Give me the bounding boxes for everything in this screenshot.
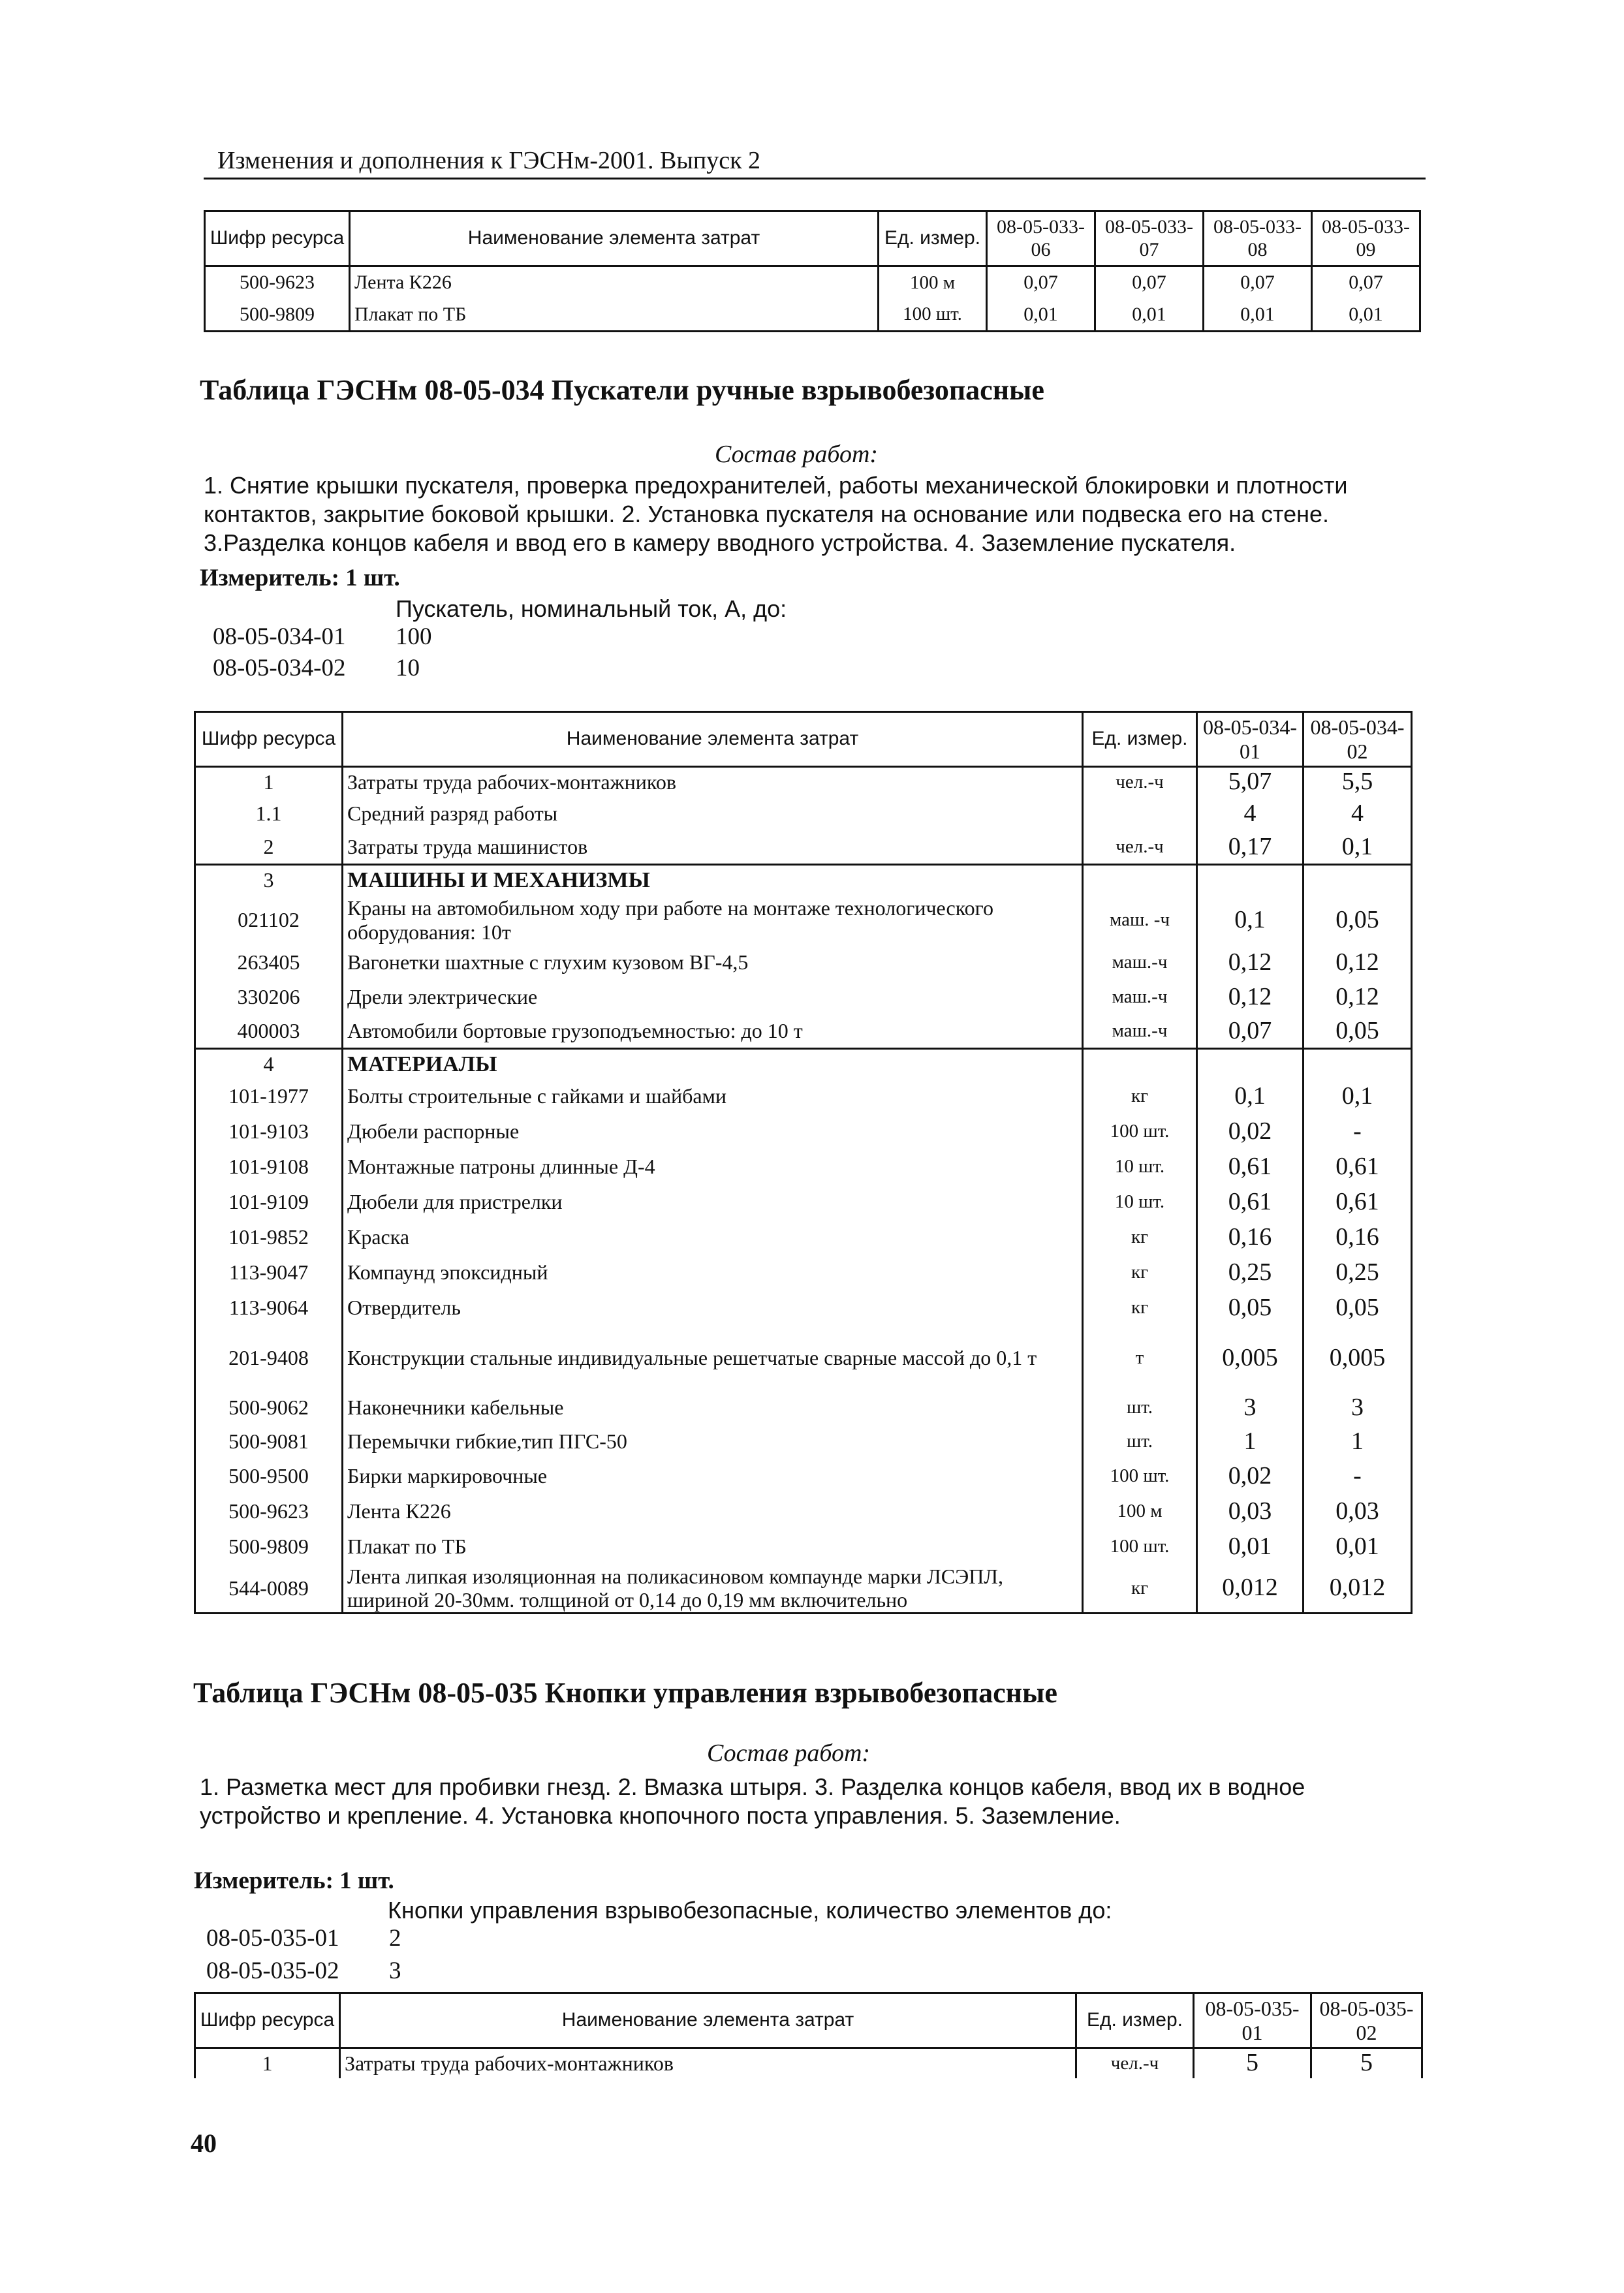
norm-value: 0,05 xyxy=(1304,1290,1412,1326)
norm-value: 0,17 xyxy=(1197,831,1304,865)
resource-name: Краска xyxy=(343,1220,1083,1255)
table-row xyxy=(195,1290,1412,1326)
header-rule xyxy=(204,178,1426,179)
parameter-value: 3 xyxy=(389,1958,401,1984)
resource-unit: чел.-ч xyxy=(1083,831,1197,865)
works-label: Состав работ: xyxy=(715,441,879,468)
norm-code: 08-05-034-01 xyxy=(213,623,346,650)
parameter-caption: Кнопки управления взрывобезопасные, количество элементов до: xyxy=(388,1897,1112,1924)
resource-unit: чел.-ч xyxy=(1076,2048,1194,2078)
table-row xyxy=(195,767,1412,797)
section-heading: МАТЕРИАЛЫ xyxy=(343,1049,1083,1079)
norm-value: 0,005 xyxy=(1304,1326,1412,1391)
resource-code: 2 xyxy=(195,831,343,865)
resource-name: Компаунд эпоксидный xyxy=(343,1255,1083,1290)
norm-code: 08-05-034-02 xyxy=(213,655,346,681)
meter-label: Измеритель: xyxy=(200,565,339,591)
resource-name: Конструкции стальные индивидуальные решетчатые сварные массой до 0,1 т xyxy=(343,1326,1083,1391)
table-row xyxy=(195,865,1412,895)
norm-value: 3 xyxy=(1304,1391,1412,1425)
column-header-code: Шифр ресурса xyxy=(195,1993,340,2048)
norm-value: 0,07 xyxy=(987,266,1095,299)
norm-value: 0,16 xyxy=(1304,1220,1412,1255)
column-header-code: Шифр ресурса xyxy=(205,211,350,266)
resource-name: Лента К226 xyxy=(350,266,879,299)
resource-table-035 xyxy=(194,1992,1423,2078)
resource-unit: 100 м xyxy=(879,266,987,299)
table-row xyxy=(195,1529,1412,1565)
table-row xyxy=(195,1015,1412,1049)
norm-value: 0,03 xyxy=(1304,1494,1412,1529)
resource-code: 500-9500 xyxy=(195,1459,343,1494)
resource-name: Бирки маркировочные xyxy=(343,1459,1083,1494)
resource-unit: 100 шт. xyxy=(1083,1529,1197,1565)
parameter-row xyxy=(206,1957,401,1985)
column-header-unit: Ед. измер. xyxy=(879,211,987,266)
parameter-row xyxy=(213,623,432,651)
resource-code: 101-9103 xyxy=(195,1114,343,1149)
table-row xyxy=(195,1049,1412,1079)
meter xyxy=(194,1867,394,1895)
norm-value xyxy=(1304,865,1412,895)
column-header-norm-code: 08-05-033-08 xyxy=(1204,211,1312,266)
resource-name: Краны на автомобильном ходу при работе на монтаже технологического оборудования: 10т xyxy=(343,895,1083,946)
table-row xyxy=(195,895,1412,946)
resource-code: 544-0089 xyxy=(195,1565,343,1614)
resource-unit: кг xyxy=(1083,1290,1197,1326)
works-label: Состав работ: xyxy=(707,1739,871,1767)
norm-value: 0,01 xyxy=(1095,299,1204,332)
column-header-norm-code: 08-05-033-06 xyxy=(987,211,1095,266)
parameter-caption: Пускатель, номинальный ток, А, до: xyxy=(396,595,787,622)
norm-value: 4 xyxy=(1304,797,1412,831)
norm-value: 0,07 xyxy=(1197,1015,1304,1049)
parameter-value: 10 xyxy=(396,655,420,681)
norm-value: 5,5 xyxy=(1304,767,1412,797)
norm-value xyxy=(1304,1049,1412,1079)
resource-code: 101-1977 xyxy=(195,1079,343,1114)
table-row xyxy=(195,1220,1412,1255)
parameter-value: 100 xyxy=(396,623,432,650)
table-row xyxy=(195,980,1412,1015)
table-row xyxy=(195,1425,1412,1459)
norm-value: 4 xyxy=(1197,797,1304,831)
norm-value: 0,01 xyxy=(1312,299,1420,332)
resource-code: 400003 xyxy=(195,1015,343,1049)
table-row xyxy=(195,946,1412,980)
resource-code: 500-9081 xyxy=(195,1425,343,1459)
resource-name: Лента К226 xyxy=(343,1494,1083,1529)
table-row xyxy=(205,266,1420,299)
norm-value: 0,02 xyxy=(1197,1114,1304,1149)
resource-unit: шт. xyxy=(1083,1391,1197,1425)
resource-code: 500-9623 xyxy=(195,1494,343,1529)
resource-unit: 100 м xyxy=(1083,1494,1197,1529)
norm-value: 0,01 xyxy=(1304,1529,1412,1565)
resource-name: Наконечники кабельные xyxy=(343,1391,1083,1425)
column-header-norm-code: 08-05-033-09 xyxy=(1312,211,1420,266)
resource-unit: кг xyxy=(1083,1255,1197,1290)
norm-value: 5 xyxy=(1194,2048,1311,2078)
section-title: Таблица ГЭСНм 08-05-034 Пускатели ручные взрывобезопасные xyxy=(200,374,1044,406)
norm-value: 0,1 xyxy=(1197,895,1304,946)
resource-code: 500-9809 xyxy=(195,1529,343,1565)
norm-code: 08-05-035-01 xyxy=(206,1925,339,1952)
table-row xyxy=(195,1079,1412,1114)
resource-unit: маш.-ч xyxy=(1083,1015,1197,1049)
norm-value xyxy=(1197,1049,1304,1079)
resource-unit: т xyxy=(1083,1326,1197,1391)
norm-value: 0,05 xyxy=(1304,895,1412,946)
resource-unit xyxy=(1083,797,1197,831)
norm-value: 1 xyxy=(1197,1425,1304,1459)
norm-value: - xyxy=(1304,1459,1412,1494)
column-header-norm-code: 08-05-035-01 xyxy=(1194,1993,1311,2048)
resource-name: Затраты труда рабочих-монтажников xyxy=(343,767,1083,797)
resource-code: 500-9062 xyxy=(195,1391,343,1425)
norm-value xyxy=(1197,865,1304,895)
column-header-code: Шифр ресурса xyxy=(195,712,343,767)
table-row xyxy=(195,1185,1412,1220)
resource-name: Средний разряд работы xyxy=(343,797,1083,831)
resource-code: 4 xyxy=(195,1049,343,1079)
resource-name: Дюбели для пристрелки xyxy=(343,1185,1083,1220)
resource-code: 1.1 xyxy=(195,797,343,831)
norm-value: 0,005 xyxy=(1197,1326,1304,1391)
resource-name: Затраты труда машинистов xyxy=(343,831,1083,865)
norm-value: 0,12 xyxy=(1197,980,1304,1015)
column-header-unit: Ед. измер. xyxy=(1083,712,1197,767)
column-header-norm-code: 08-05-034-02 xyxy=(1304,712,1412,767)
table-row xyxy=(195,1565,1412,1614)
resource-code: 500-9809 xyxy=(205,299,350,332)
norm-value: 0,03 xyxy=(1197,1494,1304,1529)
resource-unit: кг xyxy=(1083,1565,1197,1614)
resource-code: 101-9108 xyxy=(195,1149,343,1185)
resource-unit: чел.-ч xyxy=(1083,767,1197,797)
table-row xyxy=(195,1326,1412,1391)
norm-value: 0,12 xyxy=(1197,946,1304,980)
norm-value: 0,07 xyxy=(1204,266,1312,299)
resource-unit: шт. xyxy=(1083,1425,1197,1459)
column-header-name: Наименование элемента затрат xyxy=(340,1993,1076,2048)
resource-unit: 10 шт. xyxy=(1083,1185,1197,1220)
resource-unit: кг xyxy=(1083,1220,1197,1255)
section-title: Таблица ГЭСНм 08-05-035 Кнопки управления взрывобезопасные xyxy=(193,1677,1057,1709)
resource-unit: маш.-ч xyxy=(1083,980,1197,1015)
resource-code: 330206 xyxy=(195,980,343,1015)
resource-table-033-continuation xyxy=(204,210,1421,332)
norm-value: 3 xyxy=(1197,1391,1304,1425)
norm-value: 0,12 xyxy=(1304,946,1412,980)
resource-code: 113-9047 xyxy=(195,1255,343,1290)
resource-name: Болты строительные с гайками и шайбами xyxy=(343,1079,1083,1114)
resource-unit: 10 шт. xyxy=(1083,1149,1197,1185)
resource-table-034 xyxy=(194,711,1413,1614)
resource-unit: маш.-ч xyxy=(1083,946,1197,980)
norm-value: 0,02 xyxy=(1197,1459,1304,1494)
meter-value: 1 шт. xyxy=(339,1867,394,1894)
resource-code: 021102 xyxy=(195,895,343,946)
column-header-name: Наименование элемента затрат xyxy=(350,211,879,266)
resource-code: 101-9852 xyxy=(195,1220,343,1255)
resource-code: 1 xyxy=(195,2048,340,2078)
norm-value: 0,61 xyxy=(1197,1149,1304,1185)
column-header-norm-code: 08-05-034-01 xyxy=(1197,712,1304,767)
norm-value: 0,25 xyxy=(1304,1255,1412,1290)
table-row xyxy=(195,831,1412,865)
meter-label: Измеритель: xyxy=(194,1867,334,1894)
resource-code: 201-9408 xyxy=(195,1326,343,1391)
column-header-norm-code: 08-05-033-07 xyxy=(1095,211,1204,266)
resource-code: 500-9623 xyxy=(205,266,350,299)
norm-value: 0,012 xyxy=(1197,1565,1304,1614)
norm-value: 0,05 xyxy=(1197,1290,1304,1326)
norm-value: 0,07 xyxy=(1312,266,1420,299)
table-row xyxy=(195,797,1412,831)
resource-unit: 100 шт. xyxy=(1083,1114,1197,1149)
norm-value: 1 xyxy=(1304,1425,1412,1459)
parameter-value: 2 xyxy=(389,1925,401,1952)
resource-name: Плакат по ТБ xyxy=(350,299,879,332)
resource-unit: кг xyxy=(1083,1079,1197,1114)
norm-value: 0,05 xyxy=(1304,1015,1412,1049)
table-row xyxy=(205,299,1420,332)
norm-value: 0,07 xyxy=(1095,266,1204,299)
norm-value: 0,16 xyxy=(1197,1220,1304,1255)
resource-name: Дрели электрические xyxy=(343,980,1083,1015)
resource-name: Отвердитель xyxy=(343,1290,1083,1326)
norm-value: 5 xyxy=(1311,2048,1422,2078)
resource-code: 113-9064 xyxy=(195,1290,343,1326)
meter-value: 1 шт. xyxy=(345,565,400,591)
table-row xyxy=(195,1494,1412,1529)
running-header: Изменения и дополнения к ГЭСНм-2001. Выпуск 2 xyxy=(217,147,761,174)
norm-value: 5,07 xyxy=(1197,767,1304,797)
resource-name: Лента липкая изоляционная на поликасиновом компаунде марки ЛСЭПЛ, шириной 20-30мм. толщиной от 0,14 до 0,19 мм включительно xyxy=(343,1565,1083,1614)
resource-unit: 100 шт. xyxy=(1083,1459,1197,1494)
resource-unit xyxy=(1083,865,1197,895)
resource-code: 263405 xyxy=(195,946,343,980)
resource-name: Перемычки гибкие,тип ПГС-50 xyxy=(343,1425,1083,1459)
parameter-row xyxy=(213,654,420,682)
norm-value: 0,012 xyxy=(1304,1565,1412,1614)
norm-code: 08-05-035-02 xyxy=(206,1958,339,1984)
works-description: 1. Снятие крышки пускателя, проверка предохранителей, работы механической блокировки и плотности контактов, закрытие боковой крышки. 2. Установка пускателя на основание или подвеска его на стене. 3.Разделка концов кабеля и ввод его в камеру вводного устройства. 4. Заземление пускателя. xyxy=(204,472,1348,556)
norm-value: 0,1 xyxy=(1304,1079,1412,1114)
table-row xyxy=(195,1255,1412,1290)
norm-value: 0,61 xyxy=(1197,1185,1304,1220)
norm-value: 0,61 xyxy=(1304,1149,1412,1185)
resource-unit: 100 шт. xyxy=(879,299,987,332)
norm-value: 0,1 xyxy=(1304,831,1412,865)
norm-value: - xyxy=(1304,1114,1412,1149)
resource-code: 1 xyxy=(195,767,343,797)
norm-value: 0,01 xyxy=(1204,299,1312,332)
section-heading: МАШИНЫ И МЕХАНИЗМЫ xyxy=(343,865,1083,895)
table-row xyxy=(195,1114,1412,1149)
meter xyxy=(200,564,400,592)
table-row xyxy=(195,1149,1412,1185)
table-row xyxy=(195,1391,1412,1425)
resource-code: 101-9109 xyxy=(195,1185,343,1220)
works-description: 1. Разметка мест для пробивки гнезд. 2. Вмазка штыря. 3. Разделка концов кабеля, ввод их в водное устройство и крепление. 4. Установка кнопочного поста управления. 5. Заземление. xyxy=(200,1773,1305,1829)
parameter-row xyxy=(206,1924,401,1952)
column-header-norm-code: 08-05-035-02 xyxy=(1311,1993,1422,2048)
page-number: 40 xyxy=(191,2129,217,2158)
norm-value: 0,12 xyxy=(1304,980,1412,1015)
resource-unit xyxy=(1083,1049,1197,1079)
resource-name: Затраты труда рабочих-монтажников xyxy=(340,2048,1076,2078)
norm-value: 0,61 xyxy=(1304,1185,1412,1220)
column-header-unit: Ед. измер. xyxy=(1076,1993,1194,2048)
norm-value: 0,01 xyxy=(987,299,1095,332)
norm-value: 0,25 xyxy=(1197,1255,1304,1290)
resource-name: Плакат по ТБ xyxy=(343,1529,1083,1565)
resource-name: Вагонетки шахтные с глухим кузовом ВГ-4,5 xyxy=(343,946,1083,980)
table-row xyxy=(195,1459,1412,1494)
norm-value: 0,01 xyxy=(1197,1529,1304,1565)
table-row xyxy=(195,2048,1422,2078)
column-header-name: Наименование элемента затрат xyxy=(343,712,1083,767)
resource-unit: маш. -ч xyxy=(1083,895,1197,946)
norm-value: 0,1 xyxy=(1197,1079,1304,1114)
resource-name: Монтажные патроны длинные Д-4 xyxy=(343,1149,1083,1185)
resource-name: Автомобили бортовые грузоподъемностью: до 10 т xyxy=(343,1015,1083,1049)
resource-name: Дюбели распорные xyxy=(343,1114,1083,1149)
resource-code: 3 xyxy=(195,865,343,895)
